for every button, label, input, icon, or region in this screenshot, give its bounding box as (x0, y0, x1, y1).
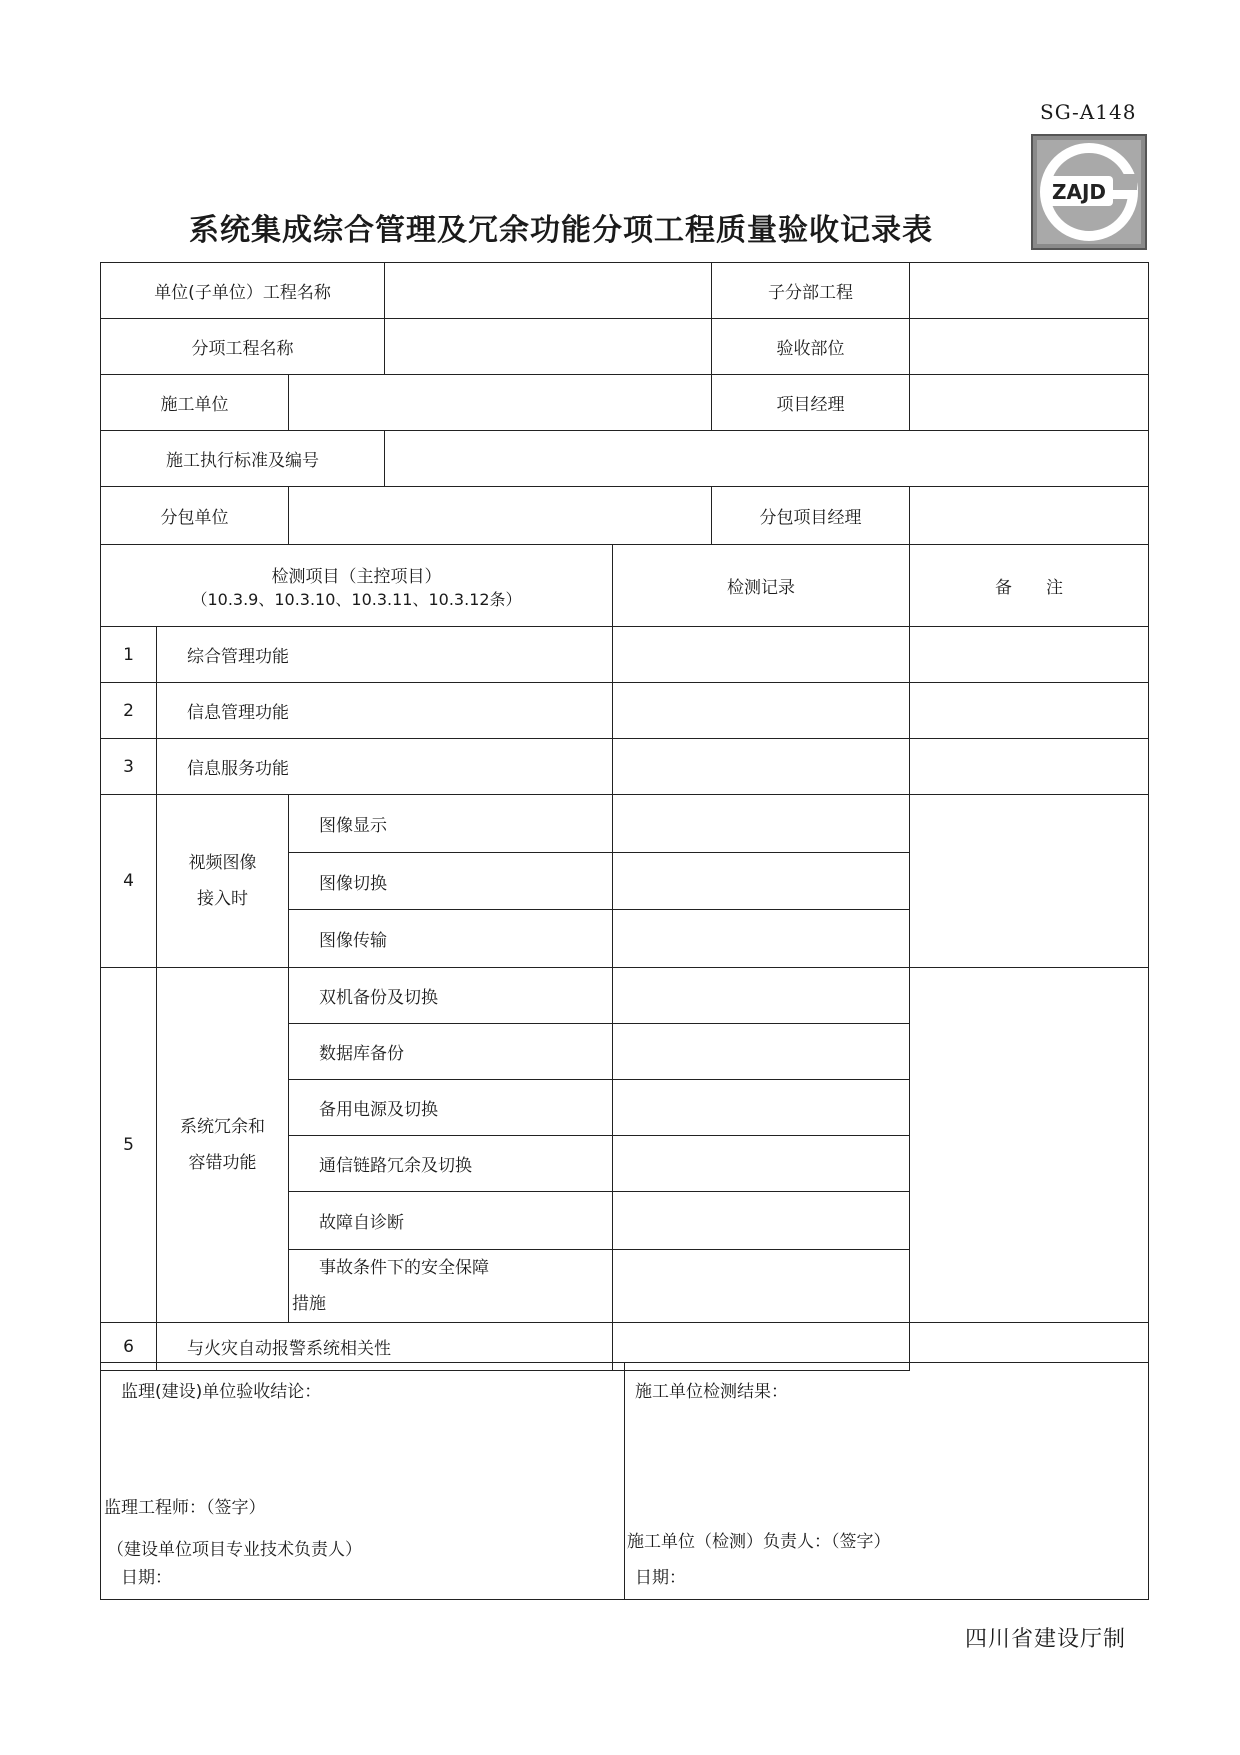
record-cell[interactable] (613, 968, 910, 1024)
group-label-video (157, 795, 289, 968)
row-number: 4 (101, 795, 157, 968)
record-cell[interactable] (613, 910, 910, 968)
supervision-engineer-label: 监理工程师：（签字） (104, 1498, 266, 1518)
logo-text: ZAJD (1051, 180, 1107, 204)
owner-tech-lead-label: （建设单位项目专业技术负责人） (107, 1540, 362, 1560)
unit-project-name-label: 单位(子单位）工程名称 (101, 263, 385, 319)
sub-item-name-field[interactable] (385, 319, 712, 375)
sub-item-label: 图像传输 (289, 910, 613, 968)
sub-item-label: 图像显示 (289, 795, 613, 853)
construction-unit-field[interactable] (289, 375, 712, 431)
supervision-conclusion-label: 监理(建设)单位验收结论： (121, 1382, 322, 1402)
subcontractor-field[interactable] (289, 487, 712, 545)
remark-header: 备 注 (910, 545, 1149, 627)
signature-table (100, 1362, 1149, 1600)
group-label-line: 视频图像 (188, 853, 257, 873)
project-manager-field[interactable] (910, 375, 1149, 431)
inspection-item-header (101, 545, 613, 627)
row-number: 5 (101, 968, 157, 1323)
inspection-item-header-line1: 检测项目（主控项目） (271, 566, 442, 587)
remark-cell[interactable] (910, 739, 1149, 795)
remark-cell[interactable] (910, 795, 1149, 968)
record-cell[interactable] (613, 627, 910, 683)
record-cell[interactable] (613, 1080, 910, 1136)
row-number: 1 (101, 627, 157, 683)
construction-unit-label: 施工单位 (101, 375, 289, 431)
standard-code-field[interactable] (385, 431, 1149, 487)
sub-item-name-label: 分项工程名称 (101, 319, 385, 375)
inspection-item-header-line2: （10.3.9、10.3.10、10.3.11、10.3.12条） (191, 589, 522, 609)
sub-item-label-line: 措施 (292, 1294, 326, 1314)
record-cell[interactable] (613, 683, 910, 739)
record-cell[interactable] (613, 1250, 910, 1323)
acceptance-table-main (100, 262, 1149, 1371)
item-label: 综合管理功能 (157, 627, 613, 683)
project-manager-label: 项目经理 (712, 375, 910, 431)
date-left-label: 日期： (121, 1568, 172, 1588)
construction-section[interactable] (625, 1363, 1149, 1600)
acceptance-part-label: 验收部位 (712, 319, 910, 375)
sub-item-label: 备用电源及切换 (289, 1080, 613, 1136)
item-label: 与火灾自动报警系统相关性 (157, 1323, 613, 1371)
construction-result-label: 施工单位检测结果： (635, 1382, 788, 1402)
record-cell[interactable] (613, 795, 910, 853)
sub-item-label: 故障自诊断 (289, 1192, 613, 1250)
sub-item-label: 数据库备份 (289, 1024, 613, 1080)
issuer-footer: 四川省建设厅制 (965, 1627, 1127, 1652)
record-cell[interactable] (613, 739, 910, 795)
record-cell[interactable] (613, 853, 910, 910)
date-right-label: 日期： (635, 1568, 686, 1588)
sub-project-manager-field[interactable] (910, 487, 1149, 545)
row-number: 6 (101, 1323, 157, 1371)
record-cell[interactable] (613, 1192, 910, 1250)
sub-item-label-line: 事故条件下的安全保障 (319, 1258, 489, 1278)
supervision-section[interactable] (101, 1363, 625, 1600)
group-label-line: 容错功能 (188, 1153, 257, 1173)
inspection-record-header: 检测记录 (613, 545, 910, 627)
form-title: 系统集成综合管理及冗余功能分项工程质量验收记录表 (189, 213, 933, 248)
item-label: 信息服务功能 (157, 739, 613, 795)
sub-division-label: 子分部工程 (712, 263, 910, 319)
sub-item-label-multiline (289, 1250, 613, 1323)
construction-lead-label: 施工单位（检测）负责人：（签字） (627, 1532, 891, 1552)
item-label: 信息管理功能 (157, 683, 613, 739)
acceptance-part-field[interactable] (910, 319, 1149, 375)
form-code: SG-A148 (1040, 100, 1137, 124)
record-cell[interactable] (613, 1024, 910, 1080)
row-number: 3 (101, 739, 157, 795)
sub-project-manager-label: 分包项目经理 (712, 487, 910, 545)
subcontractor-label: 分包单位 (101, 487, 289, 545)
unit-project-name-field[interactable] (385, 263, 712, 319)
remark-cell[interactable] (910, 627, 1149, 683)
remark-cell[interactable] (910, 683, 1149, 739)
row-number: 2 (101, 683, 157, 739)
record-cell[interactable] (613, 1136, 910, 1192)
sub-item-label: 图像切换 (289, 853, 613, 910)
group-label-redundancy (157, 968, 289, 1323)
sub-item-label: 双机备份及切换 (289, 968, 613, 1024)
sub-item-label: 通信链路冗余及切换 (289, 1136, 613, 1192)
group-label-line: 接入时 (197, 889, 248, 909)
remark-cell[interactable] (910, 968, 1149, 1323)
standard-code-label: 施工执行标准及编号 (101, 431, 385, 487)
sub-division-field[interactable] (910, 263, 1149, 319)
group-label-line: 系统冗余和 (180, 1117, 265, 1137)
